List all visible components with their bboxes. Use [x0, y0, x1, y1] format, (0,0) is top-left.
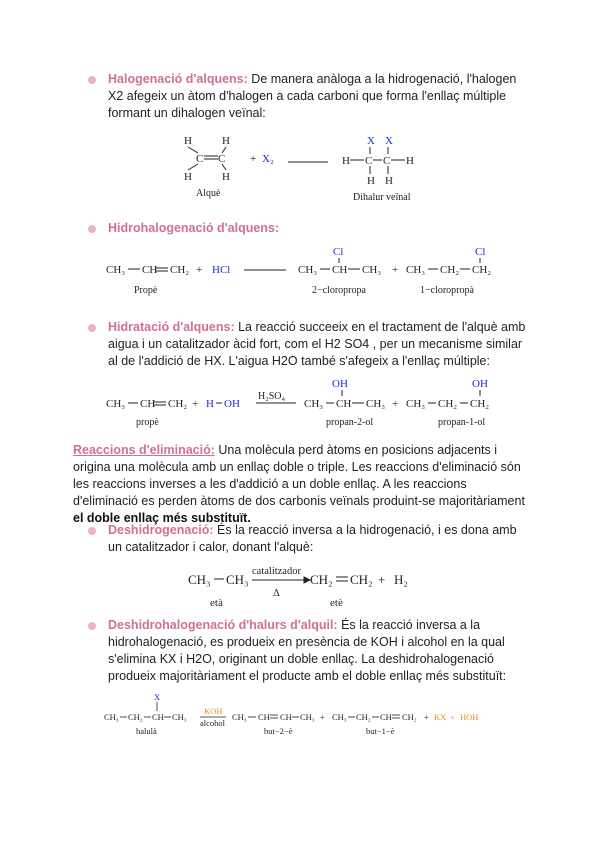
- eq-formula: CH₂: [356, 712, 371, 722]
- eq-formula: CH₃: [298, 264, 318, 276]
- eq-formula: CH₃: [300, 712, 315, 722]
- eq-formula: CH₃: [332, 712, 347, 722]
- plus-sign: +: [392, 398, 399, 410]
- deshidrogenacio-title: Deshidrogenació:: [108, 523, 214, 537]
- dehydrohalogenation-equation: [100, 692, 520, 742]
- etha-label: età: [210, 597, 223, 609]
- eq-formula: CH₃: [104, 712, 119, 722]
- hcl-reagent: HCl: [212, 264, 231, 276]
- halogenacio-paragraph: [108, 71, 528, 122]
- eq-formula: CH₂: [128, 712, 143, 722]
- eq-atom: H: [367, 175, 375, 187]
- plus-sign: +: [250, 153, 257, 165]
- eq-atom: H: [385, 175, 393, 187]
- bullet-icon: [88, 225, 96, 233]
- oh-group: OH: [332, 378, 348, 390]
- eq-atom: H: [184, 135, 192, 147]
- water-oh: OH: [224, 398, 240, 410]
- eq-atom: H: [222, 171, 230, 183]
- x-atom: X: [385, 135, 393, 147]
- oh-group: OH: [472, 378, 488, 390]
- ethe-label: etè: [330, 597, 343, 609]
- product-label: 2−cloropropa: [312, 285, 366, 296]
- propene-label: Propè: [134, 285, 158, 296]
- eliminacio-paragraph: [73, 442, 531, 527]
- eq-formula: CH₂: [350, 572, 373, 587]
- halogenacio-body: De manera anàloga a la hidrogenació, l'halogen X2 afegeix un àtom d'halogen a cada carboni que forma l'enllaç múltiple formant un dihalogen veïnal:: [108, 72, 517, 120]
- eq-formula: CH: [280, 712, 292, 722]
- eq-formula: CH: [258, 712, 270, 722]
- product-label: 1−cloropropà: [420, 285, 474, 296]
- plus-sign: +: [450, 712, 455, 722]
- catalyst-label: catalitzador: [252, 566, 301, 577]
- hydrohalogenation-equation: [100, 243, 530, 299]
- eq-formula: CH₂: [440, 264, 460, 276]
- eq-formula: CH: [142, 264, 158, 276]
- but1-label: but−1−è: [366, 726, 395, 736]
- eq-atom: C: [365, 155, 373, 167]
- product-label: propan-2-ol: [326, 417, 374, 428]
- eq-atom: H: [406, 155, 414, 167]
- propene-label: propè: [136, 417, 159, 428]
- eq-formula: CH₃: [106, 398, 126, 410]
- eq-atom: H: [342, 155, 350, 167]
- eq-formula: CH₂: [470, 398, 490, 410]
- eq-formula: CH: [152, 712, 164, 722]
- eq-formula: CH: [380, 712, 392, 722]
- eq-formula: CH₃: [366, 398, 386, 410]
- eq-formula: CH₃: [232, 712, 247, 722]
- deshidrohalogenacio-paragraph: [108, 617, 530, 685]
- h2so4-catalyst: H₂SO₄: [258, 391, 285, 402]
- deshidrogenacio-paragraph: [108, 522, 528, 556]
- plus-sign: +: [320, 712, 325, 722]
- plus-sign: +: [392, 264, 399, 276]
- eq-formula: CH₃: [172, 712, 187, 722]
- eq-formula: CH₃: [406, 264, 426, 276]
- dihalur-label: Dihalur veïnal: [353, 192, 411, 203]
- delta-symbol: Δ: [273, 588, 280, 599]
- bullet-icon: [88, 324, 96, 332]
- eq-formula: CH₂: [310, 572, 333, 587]
- koh-reagent: KOH: [204, 706, 223, 716]
- eq-formula: CH₃: [304, 398, 324, 410]
- eq-formula: CH₂: [170, 264, 190, 276]
- deshidrogenacio-body: És la reacció inversa a la hidrogenació, i es dona amb un catalitzador i calor, donant l'alquè:: [108, 523, 517, 554]
- eq-formula: CH₃: [406, 398, 426, 410]
- x2-reagent: X₂: [262, 153, 274, 165]
- eq-formula: CH: [332, 264, 348, 276]
- bullet-icon: [88, 622, 96, 630]
- eliminacio-body: Una molècula perd àtoms en posicions adjacents i origina una molècula amb un enllaç doble o triple. Les reaccions d'eliminació són les reaccions inverses a les d'addició a un doble enllaç. A les reaccions d'eliminació es perden àtoms de dos carbonis veïnals produint-se majoritàriament: [73, 443, 525, 508]
- hidrohalogenacio-title: Hidrohalogenació d'alquens:: [108, 221, 280, 235]
- h2-product: H₂: [394, 572, 408, 587]
- water-h: H: [206, 398, 214, 410]
- plus-sign: +: [424, 712, 429, 722]
- hidrohalogenacio-paragraph: [108, 220, 528, 237]
- plus-sign: +: [192, 398, 199, 410]
- eq-formula: CH₂: [438, 398, 458, 410]
- x-atom: X: [367, 135, 375, 147]
- alque-label: Alquè: [196, 188, 221, 199]
- eq-atom: H: [184, 171, 192, 183]
- eq-atom: H: [222, 135, 230, 147]
- eq-formula: CH₂: [168, 398, 188, 410]
- halogenation-equation: [170, 132, 430, 212]
- eq-atom: C: [383, 155, 391, 167]
- cl-atom: Cl: [333, 246, 344, 258]
- hydration-equation: [100, 377, 530, 433]
- x-atom: X: [154, 692, 161, 702]
- alcohol-label: alcohol: [200, 718, 226, 728]
- eliminacio-bold: el doble enllaç més substituït.: [73, 511, 251, 525]
- eq-formula: CH₂: [402, 712, 417, 722]
- eq-formula: CH₃: [362, 264, 382, 276]
- eq-formula: CH: [140, 398, 156, 410]
- bullet-icon: [88, 527, 96, 535]
- product-label: propan-1-ol: [438, 417, 486, 428]
- eq-formula: CH: [336, 398, 352, 410]
- bullet-icon: [88, 76, 96, 84]
- plus-sign: +: [196, 264, 203, 276]
- plus-sign: +: [378, 572, 386, 587]
- eq-formula: CH₃: [188, 572, 211, 587]
- hidratacio-paragraph: [108, 319, 528, 370]
- halur-label: halulà: [136, 726, 157, 736]
- deshidrohalogenacio-title: Deshidrohalogenació d'halurs d'alquil:: [108, 618, 338, 632]
- but2-label: but−2−è: [264, 726, 293, 736]
- eq-atom: C: [218, 153, 226, 165]
- eq-atom: C: [196, 153, 204, 165]
- eq-formula: CH₃: [106, 264, 126, 276]
- hoh-product: HOH: [460, 712, 479, 722]
- eq-formula: CH₂: [472, 264, 492, 276]
- halogenacio-title: Halogenació d'alquens:: [108, 72, 248, 86]
- hidratacio-body: La reacció succeeix en el tractament de l'alquè amb aigua i un catalitzador àcid fort, com el H2 SO4 , per un mecanisme similar al de l'addició de HX. L'aigua H2O també s'afegeix a l'enllaç múltiple:: [108, 320, 526, 368]
- eliminacio-title: Reaccions d'eliminació:: [73, 443, 215, 457]
- dehydrogenation-equation: [180, 562, 440, 610]
- kx-product: KX: [434, 712, 447, 722]
- eq-formula: CH₃: [226, 572, 249, 587]
- hidratacio-title: Hidratació d'alquens:: [108, 320, 235, 334]
- deshidrohalogenacio-body: És la reacció inversa a la hidrohalogenació, es produeix en presència de KOH i alcohol en la qual s'elimina KX i H2O, originant un doble enllaç. La deshidrohalogenació produeix majoritàriament el producte amb el doble enllaç més substituït:: [108, 618, 507, 683]
- cl-atom: Cl: [475, 246, 486, 258]
